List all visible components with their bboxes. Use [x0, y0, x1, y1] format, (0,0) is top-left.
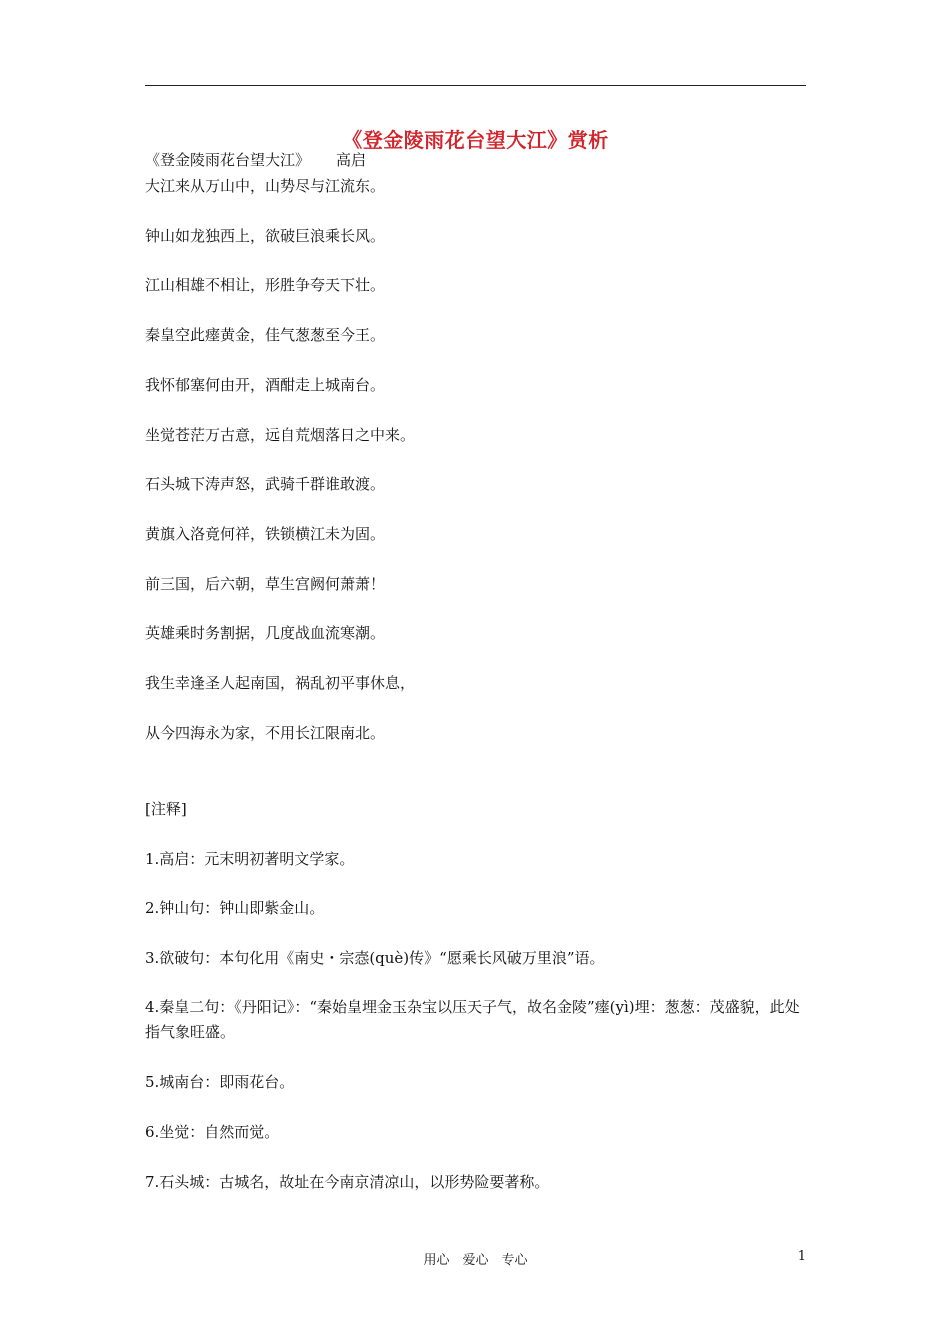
- poem-line: 石头城下涛声怒，武骑千群谁敢渡。: [145, 475, 386, 493]
- poem-line: 英雄乘时务割据，几度战血流寒潮。: [145, 624, 386, 642]
- poem-line: 钟山如龙独西上，欲破巨浪乘长风。: [145, 227, 386, 245]
- poem-line: 大江来从万山中，山势尽与江流东。: [145, 177, 386, 195]
- document-title: 《登金陵雨花台望大江》赏析: [342, 128, 609, 152]
- notes-heading: [注释]: [145, 800, 187, 818]
- poem-line: 我生幸逢圣人起南国，祸乱初平事休息，: [145, 674, 416, 692]
- poem-subtitle: [145, 148, 806, 173]
- note-item: 6.坐觉：自然而觉。: [145, 1123, 280, 1141]
- poem-title: 《登金陵雨花台望大江》: [145, 151, 311, 169]
- footer-motto: 用心 爱心 专心: [423, 1253, 528, 1268]
- poem-line: 从今四海永为家，不用长江限南北。: [145, 724, 386, 742]
- poem-line: 坐觉苍茫万古意，远自荒烟落日之中来。: [145, 426, 416, 444]
- poem-line: 前三国，后六朝，草生宫阙何萧萧！: [145, 575, 386, 593]
- poem-line: 秦皇空此瘗黄金，佳气葱葱至今王。: [145, 326, 386, 344]
- note-item: 7.石头城：古城名，故址在今南京清凉山，以形势险要著称。: [145, 1173, 550, 1191]
- poem-author: 高启: [336, 151, 367, 169]
- note-item: 5.城南台：即雨花台。: [145, 1073, 295, 1091]
- page-number: 1: [797, 1249, 806, 1264]
- poem-line: 黄旗入洛竟何祥，铁锁横江未为固。: [145, 525, 386, 543]
- poem-line: 我怀郁塞何由开，酒酣走上城南台。: [145, 376, 386, 394]
- note-item: 2.钟山句：钟山即紫金山。: [145, 899, 325, 917]
- header-rule: [145, 85, 806, 86]
- poem-line: 江山相雄不相让，形胜争夸天下壮。: [145, 276, 386, 294]
- note-item: 1.高启：元末明初著明文学家。: [145, 850, 355, 868]
- note-item: 4.秦皇二句：《丹阳记》：“秦始皇埋金玉杂宝以压天子气，故名金陵”瘗(yì)埋：葱葱：茂盛貌，此处指气象旺盛。: [145, 998, 800, 1041]
- note-item: 3.欲破句：本句化用《南史・宗悫(què)传》“愿乘长风破万里浪”语。: [145, 949, 605, 967]
